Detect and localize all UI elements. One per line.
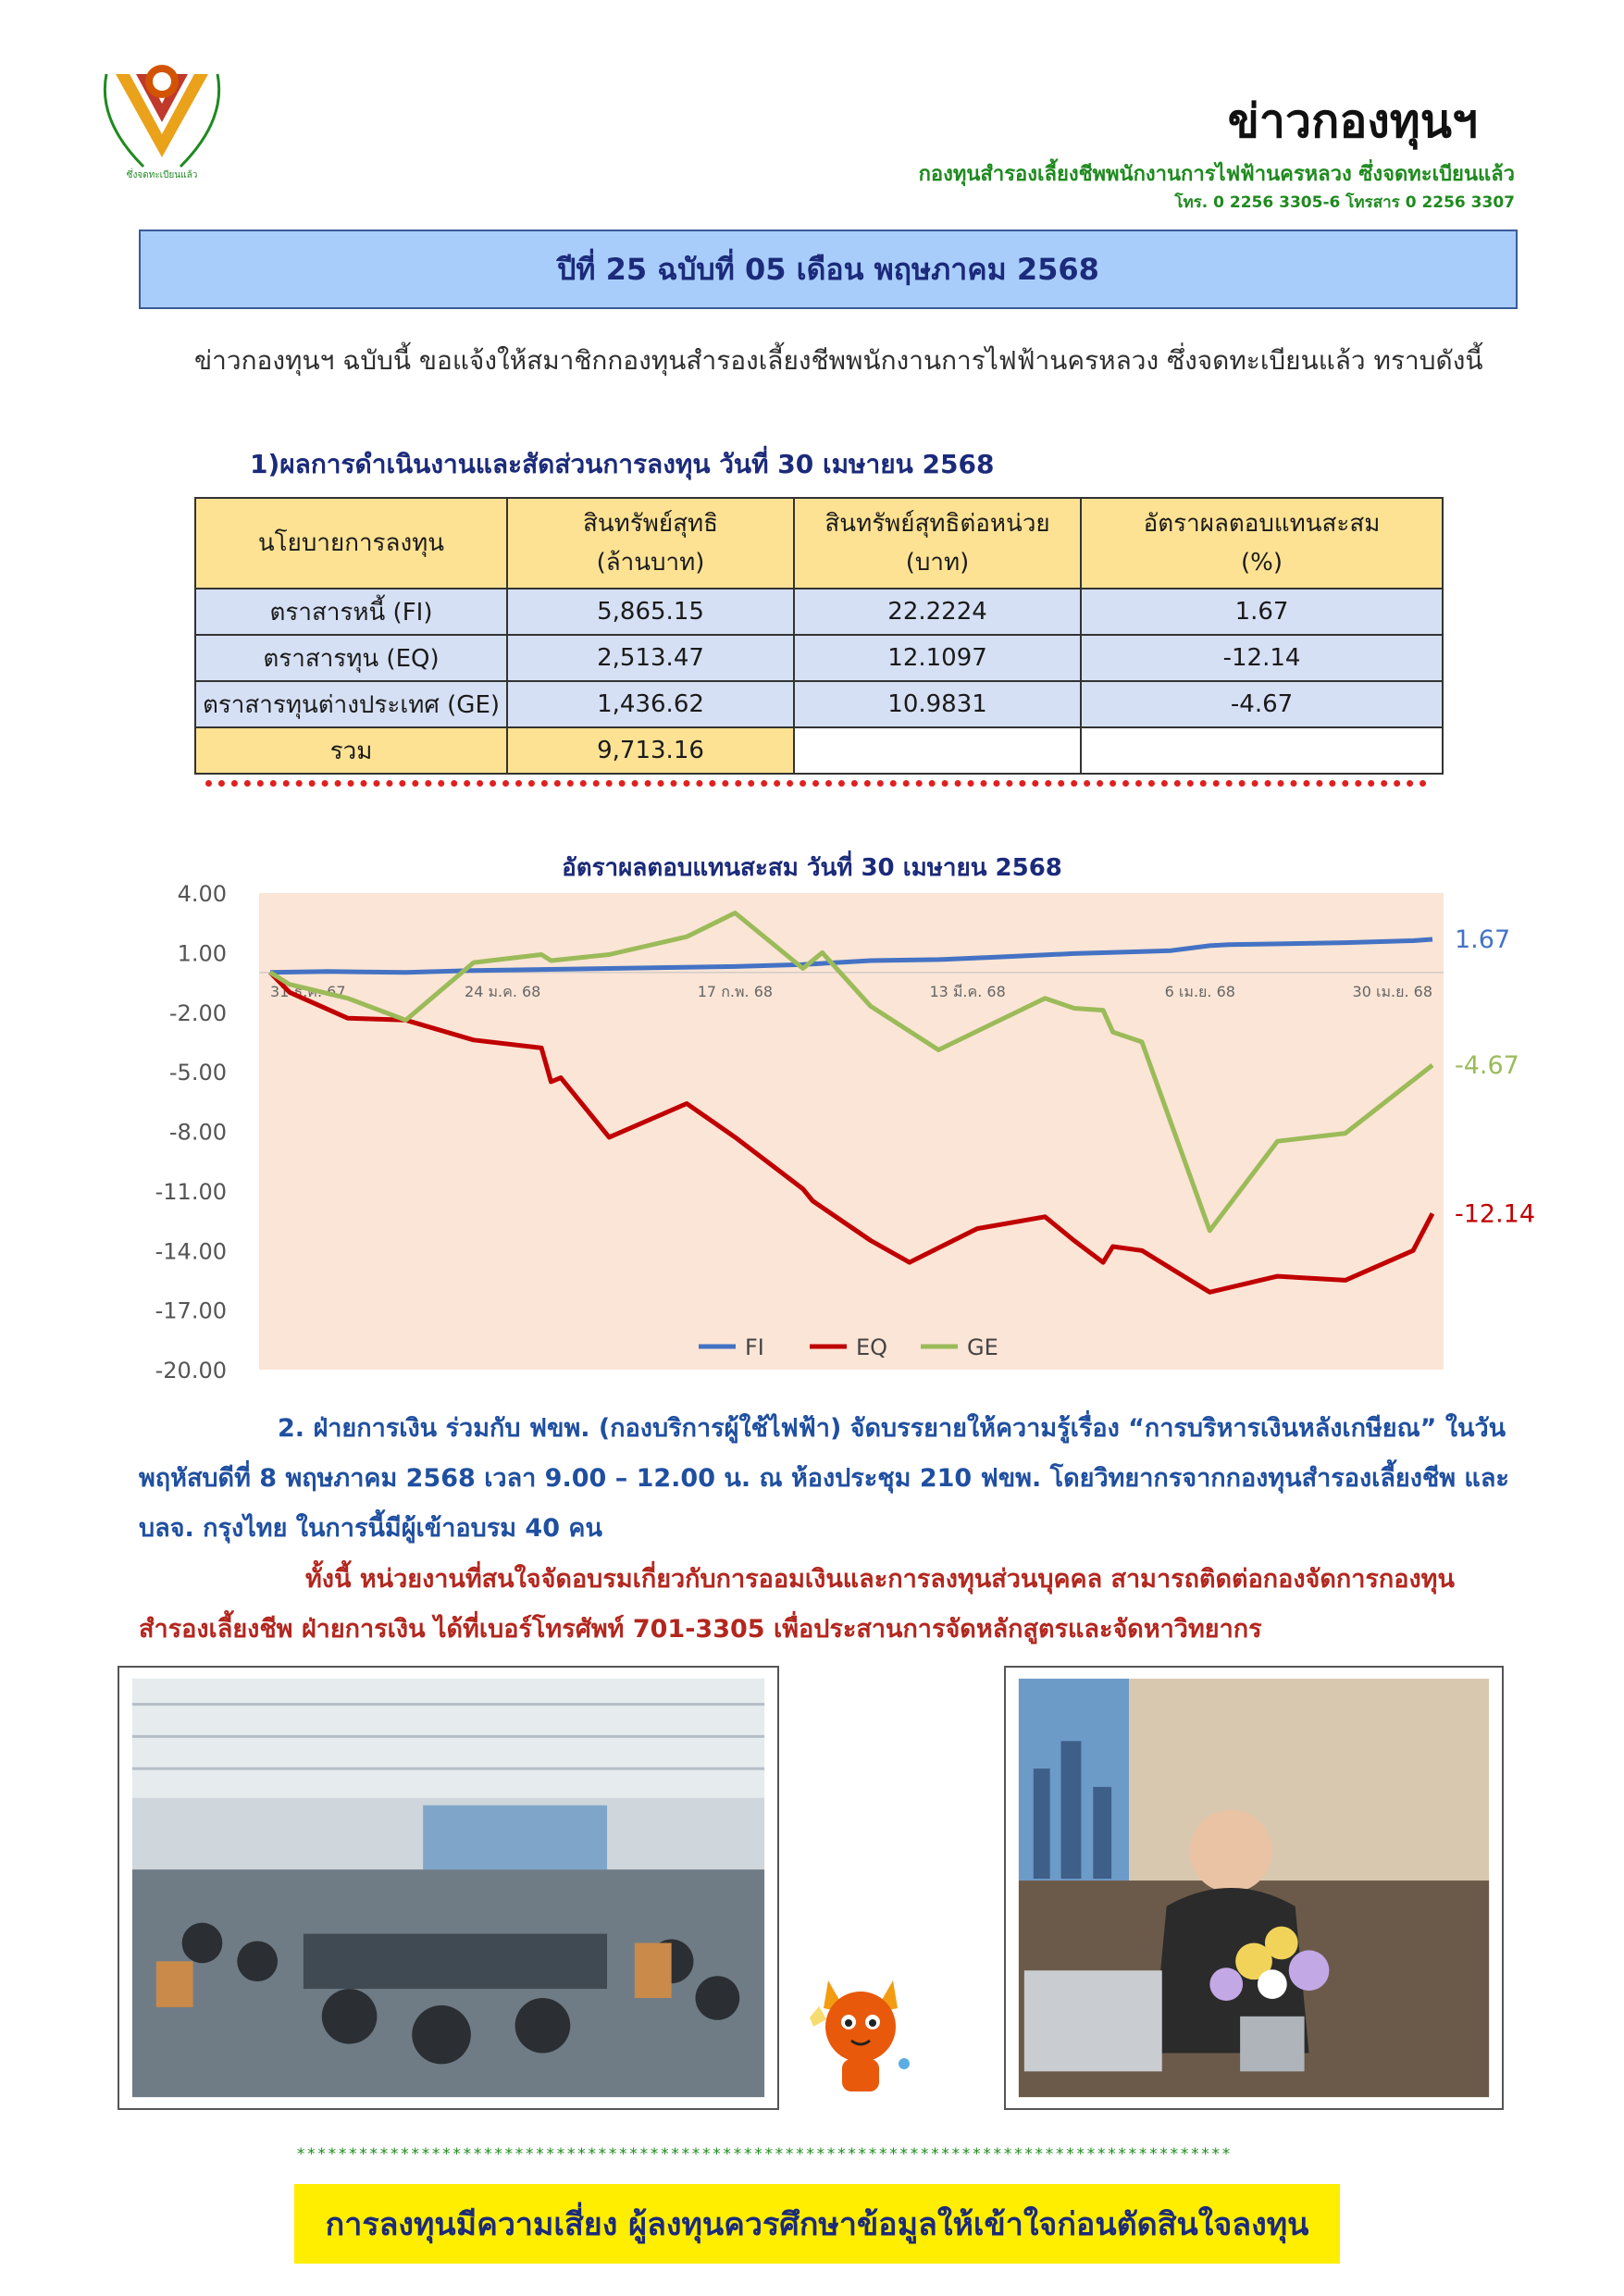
legend-label: FI [745,1334,764,1360]
x-tick-label: 31 ธ.ค. 67 [270,982,346,1000]
returns-chart [134,884,1541,1397]
y-tick-label: -11.00 [155,1178,227,1205]
header-return: อัตราผลตอบแทนสะสม (%) [1081,498,1443,589]
nav-unit-cell: 12.1097 [794,635,1081,681]
speaker-photo [1004,1666,1504,2110]
y-tick-label: -8.00 [168,1119,227,1146]
performance-table [194,497,1444,775]
y-tick-label: -2.00 [168,999,227,1026]
meeting-room-photo [118,1666,779,2110]
legend-label: GE [967,1334,998,1360]
end-label-ge: -4.67 [1455,1051,1519,1081]
fund-name: กองทุนสำรองเลี้ยงชีพพนักงานการไฟฟ้านครหลวง ซึ่งจดทะเบียนแล้ว [918,163,1515,186]
issue-banner: ปีที่ 25 ฉบับที่ 05 เดือน พฤษภาคม 2568 [139,230,1518,309]
x-tick-label: 6 เม.ย. 68 [1164,982,1235,1000]
return-cell: -4.67 [1081,681,1443,727]
x-tick-label: 24 ม.ค. 68 [465,982,541,1000]
y-tick-label: -5.00 [168,1060,227,1086]
x-tick-label: 30 เม.ย. 68 [1352,982,1432,1000]
svg-text:ซึ่งจดทะเบียนแล้ว: ซึ่งจดทะเบียนแล้ว [126,170,198,180]
section2-paragraph1: 2. ฝ่ายการเงิน ร่วมกับ ฟขพ. (กองบริการผู้ใช้ไฟฟ้า) จัดบรรยายให้ความรู้เรื่อง “การบริหารเงินหลังเกษียณ” ในวันพฤหัสบดีที่ 8 พฤษภาคม 2568 เวลา 9.00 – 12.00 น. ณ ห้องประชุม 210 ฟขพ. โดยวิทยากรจากกองทุนสำรองเลี้ยงชีพ และ บลจ. กรุงไทย ในการนี้มีผู้เข้าอบรม 40 คน [139,1414,1509,1543]
nav-unit-cell: 10.9831 [794,681,1081,727]
investment-disclaimer: การลงทุนมีความเสี่ยง ผู้ลงทุนควรศึกษาข้อมูลให้เข้าใจก่อนตัดสินใจลงทุน [294,2184,1340,2264]
nav-cell: 2,513.47 [507,635,794,681]
policy-cell: ตราสารหนี้ (FI) [195,589,507,635]
newsletter-title: ข่าวกองทุนฯ [1227,94,1478,148]
dotted-divider [205,780,1427,787]
table-total-row [195,727,1443,774]
return-cell: -12.14 [1081,635,1443,681]
mascot-icon [800,1962,921,2101]
table-header-row [195,498,1443,589]
total-nav: 9,713.16 [507,727,794,774]
table-row [195,681,1443,727]
total-label: รวม [195,727,507,774]
plot-area [259,893,1444,1370]
y-tick-label: -14.00 [155,1238,227,1265]
nav-cell: 1,436.62 [507,681,794,727]
y-tick-label: 1.00 [177,940,227,967]
stars-divider: ****************************************************************************************** [296,2145,1233,2164]
empty-cell [1081,727,1443,774]
x-tick-label: 13 มี.ค. 68 [929,982,1006,1000]
section2-paragraph2: ทั้งนี้ หน่วยงานที่สนใจจัดอบรมเกี่ยวกับการออมเงินและการลงทุนส่วนบุคคล สามารถติดต่อกองจัดการกองทุนสำรองเลี้ยงชีพ ฝ่ายการเงิน ได้ที่เบอร์โทรศัพท์ 701-3305 เพื่อประสานการจัดหลักสูตรและจัดหาวิทยากร [139,1565,1455,1644]
nav-unit-cell: 22.2224 [794,589,1081,635]
fund-contact: โทร. 0 2256 3305-6 โทรสาร 0 2256 3307 [1174,193,1515,212]
legend-label: EQ [856,1334,888,1360]
y-tick-label: 4.00 [177,884,227,907]
intro-paragraph: ข่าวกองทุนฯ ฉบับนี้ ขอแจ้งให้สมาชิกกองทุนสำรองเลี้ยงชีพพนักงานการไฟฟ้านครหลวง ซึ่งจดทะเบียนแล้ว ทราบดังนี้ [194,345,1483,376]
fund-logo [79,56,245,185]
table-row [195,635,1443,681]
header-nav-unit: สินทรัพย์สุทธิต่อหน่วย (บาท) [794,498,1081,589]
y-tick-label: -17.00 [155,1297,227,1324]
table-row [195,589,1443,635]
header-nav: สินทรัพย์สุทธิ (ล้านบาท) [507,498,794,589]
end-label-eq: -12.14 [1455,1199,1536,1229]
policy-cell: ตราสารทุนต่างประเทศ (GE) [195,681,507,727]
nav-cell: 5,865.15 [507,589,794,635]
end-label-fi: 1.67 [1455,925,1511,954]
return-cell: 1.67 [1081,589,1443,635]
y-tick-label: -20.00 [155,1358,227,1384]
x-tick-label: 17 ก.พ. 68 [697,982,774,1000]
y-axis [155,884,227,1384]
header-policy: นโยบายการลงทุน [195,498,507,589]
policy-cell: ตราสารทุน (EQ) [195,635,507,681]
end-labels [1455,925,1535,1228]
section1-heading: 1)ผลการดำเนินงานและสัดส่วนการลงทุน วันที่ 30 เมษายน 2568 [250,449,995,479]
empty-cell [794,727,1081,774]
chart-title: อัตราผลตอบแทนสะสม วันที่ 30 เมษายน 2568 [562,854,1062,882]
